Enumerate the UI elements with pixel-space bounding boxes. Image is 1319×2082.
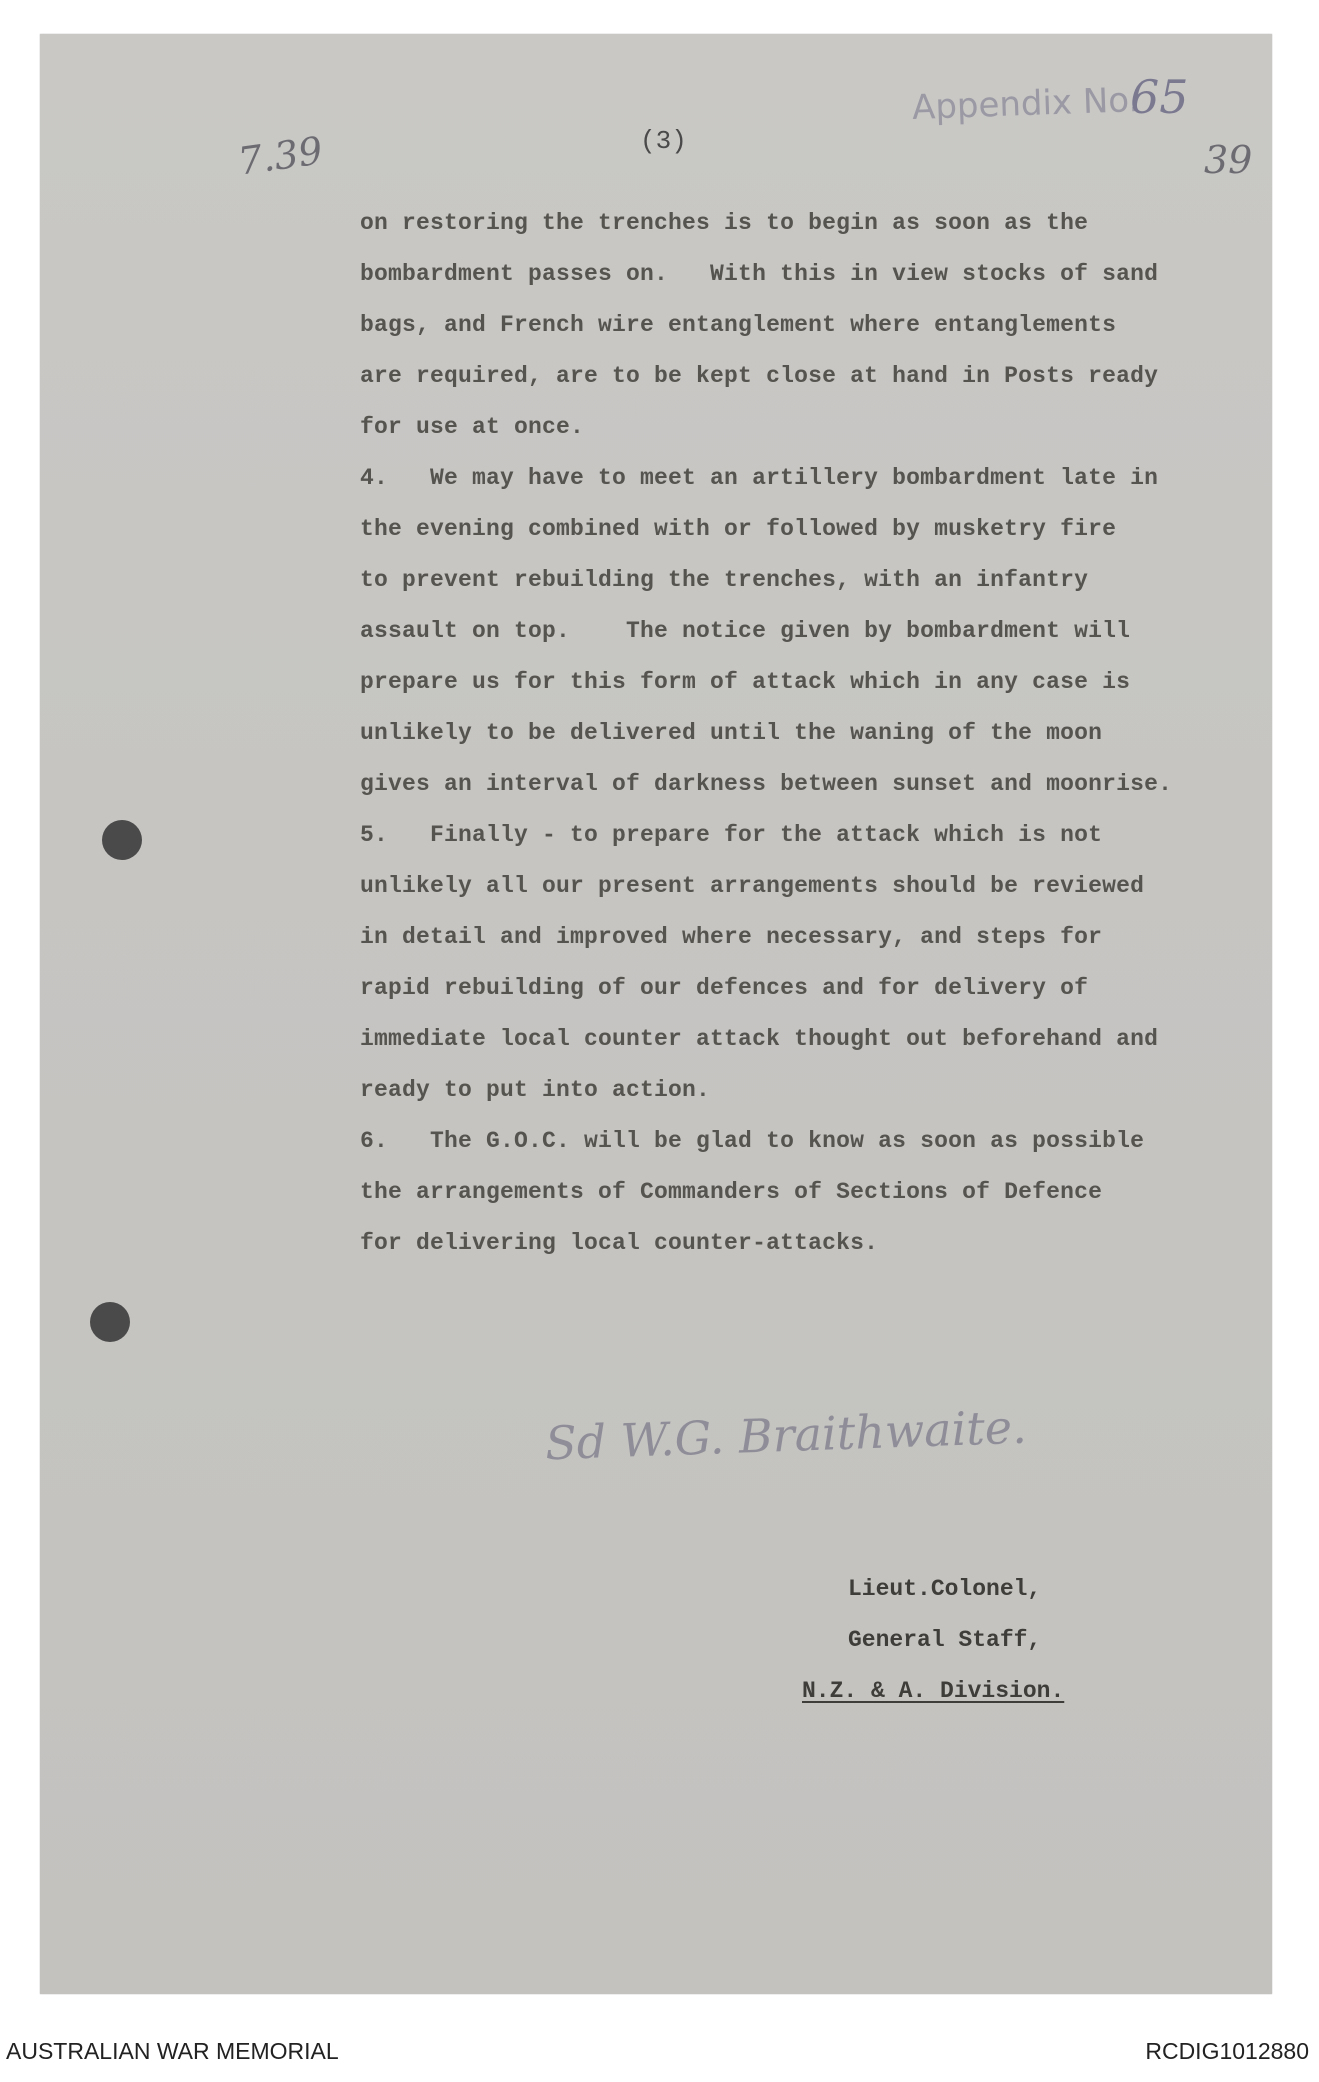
body-line: ready to put into action. bbox=[360, 1077, 711, 1103]
body-line: unlikely to be delivered until the waning of the moon bbox=[360, 720, 1103, 746]
punch-hole-upper bbox=[102, 820, 142, 860]
body-line: unlikely all our present arrangements should be reviewed bbox=[360, 873, 1145, 899]
body-line: immediate local counter attack thought out beforehand and bbox=[360, 1026, 1159, 1052]
appendix-number: 65 bbox=[1130, 70, 1189, 124]
body-line: the arrangements of Commanders of Sections of Defence bbox=[360, 1179, 1103, 1205]
body-line: bags, and French wire entanglement where entanglements bbox=[360, 312, 1117, 338]
division-line: N.Z. & A. Division. bbox=[802, 1678, 1065, 1704]
footer-institution: AUSTRALIAN WAR MEMORIAL bbox=[6, 2038, 339, 2064]
body-line: the evening combined with or followed by musketry fire bbox=[360, 516, 1117, 542]
rank-line: Lieut.Colonel, bbox=[848, 1576, 1042, 1602]
body-line: gives an interval of darkness between sunset and moonrise. bbox=[360, 771, 1173, 797]
page-number: (3) bbox=[640, 126, 687, 156]
body-line: 4. We may have to meet an artillery bombardment late in bbox=[360, 465, 1159, 491]
body-line: for delivering local counter-attacks. bbox=[360, 1230, 879, 1256]
punch-hole-lower bbox=[90, 1302, 130, 1342]
body-line: on restoring the trenches is to begin as soon as the bbox=[360, 210, 1089, 236]
appendix-label: Appendix No. bbox=[911, 80, 1140, 128]
body-line: assault on top. The notice given by bombardment will bbox=[360, 618, 1131, 644]
body-line: 5. Finally - to prepare for the attack which is not bbox=[360, 822, 1103, 848]
footer-record-id: RCDIG1012880 bbox=[1145, 2038, 1309, 2064]
handwritten-signature: Sd W.G. Braithwaite. bbox=[544, 1399, 1028, 1471]
body-line: prepare us for this form of attack which in any case is bbox=[360, 669, 1131, 695]
letter-body bbox=[360, 198, 1260, 1269]
body-line: 6. The G.O.C. will be glad to know as soon as possible bbox=[360, 1128, 1145, 1154]
body-line: rapid rebuilding of our defences and for delivery of bbox=[360, 975, 1089, 1001]
body-line: to prevent rebuilding the trenches, with an infantry bbox=[360, 567, 1089, 593]
handwritten-folio-left: 7.39 bbox=[235, 128, 326, 184]
body-line: in detail and improved where necessary, and steps for bbox=[360, 924, 1103, 950]
handwritten-folio-right: 39 bbox=[1204, 138, 1253, 182]
signature-block bbox=[802, 1564, 1065, 1717]
body-line: are required, are to be kept close at hand in Posts ready bbox=[360, 363, 1159, 389]
body-line: bombardment passes on. With this in view stocks of sand bbox=[360, 261, 1159, 287]
staff-line: General Staff, bbox=[848, 1627, 1042, 1653]
body-line: for use at once. bbox=[360, 414, 585, 440]
